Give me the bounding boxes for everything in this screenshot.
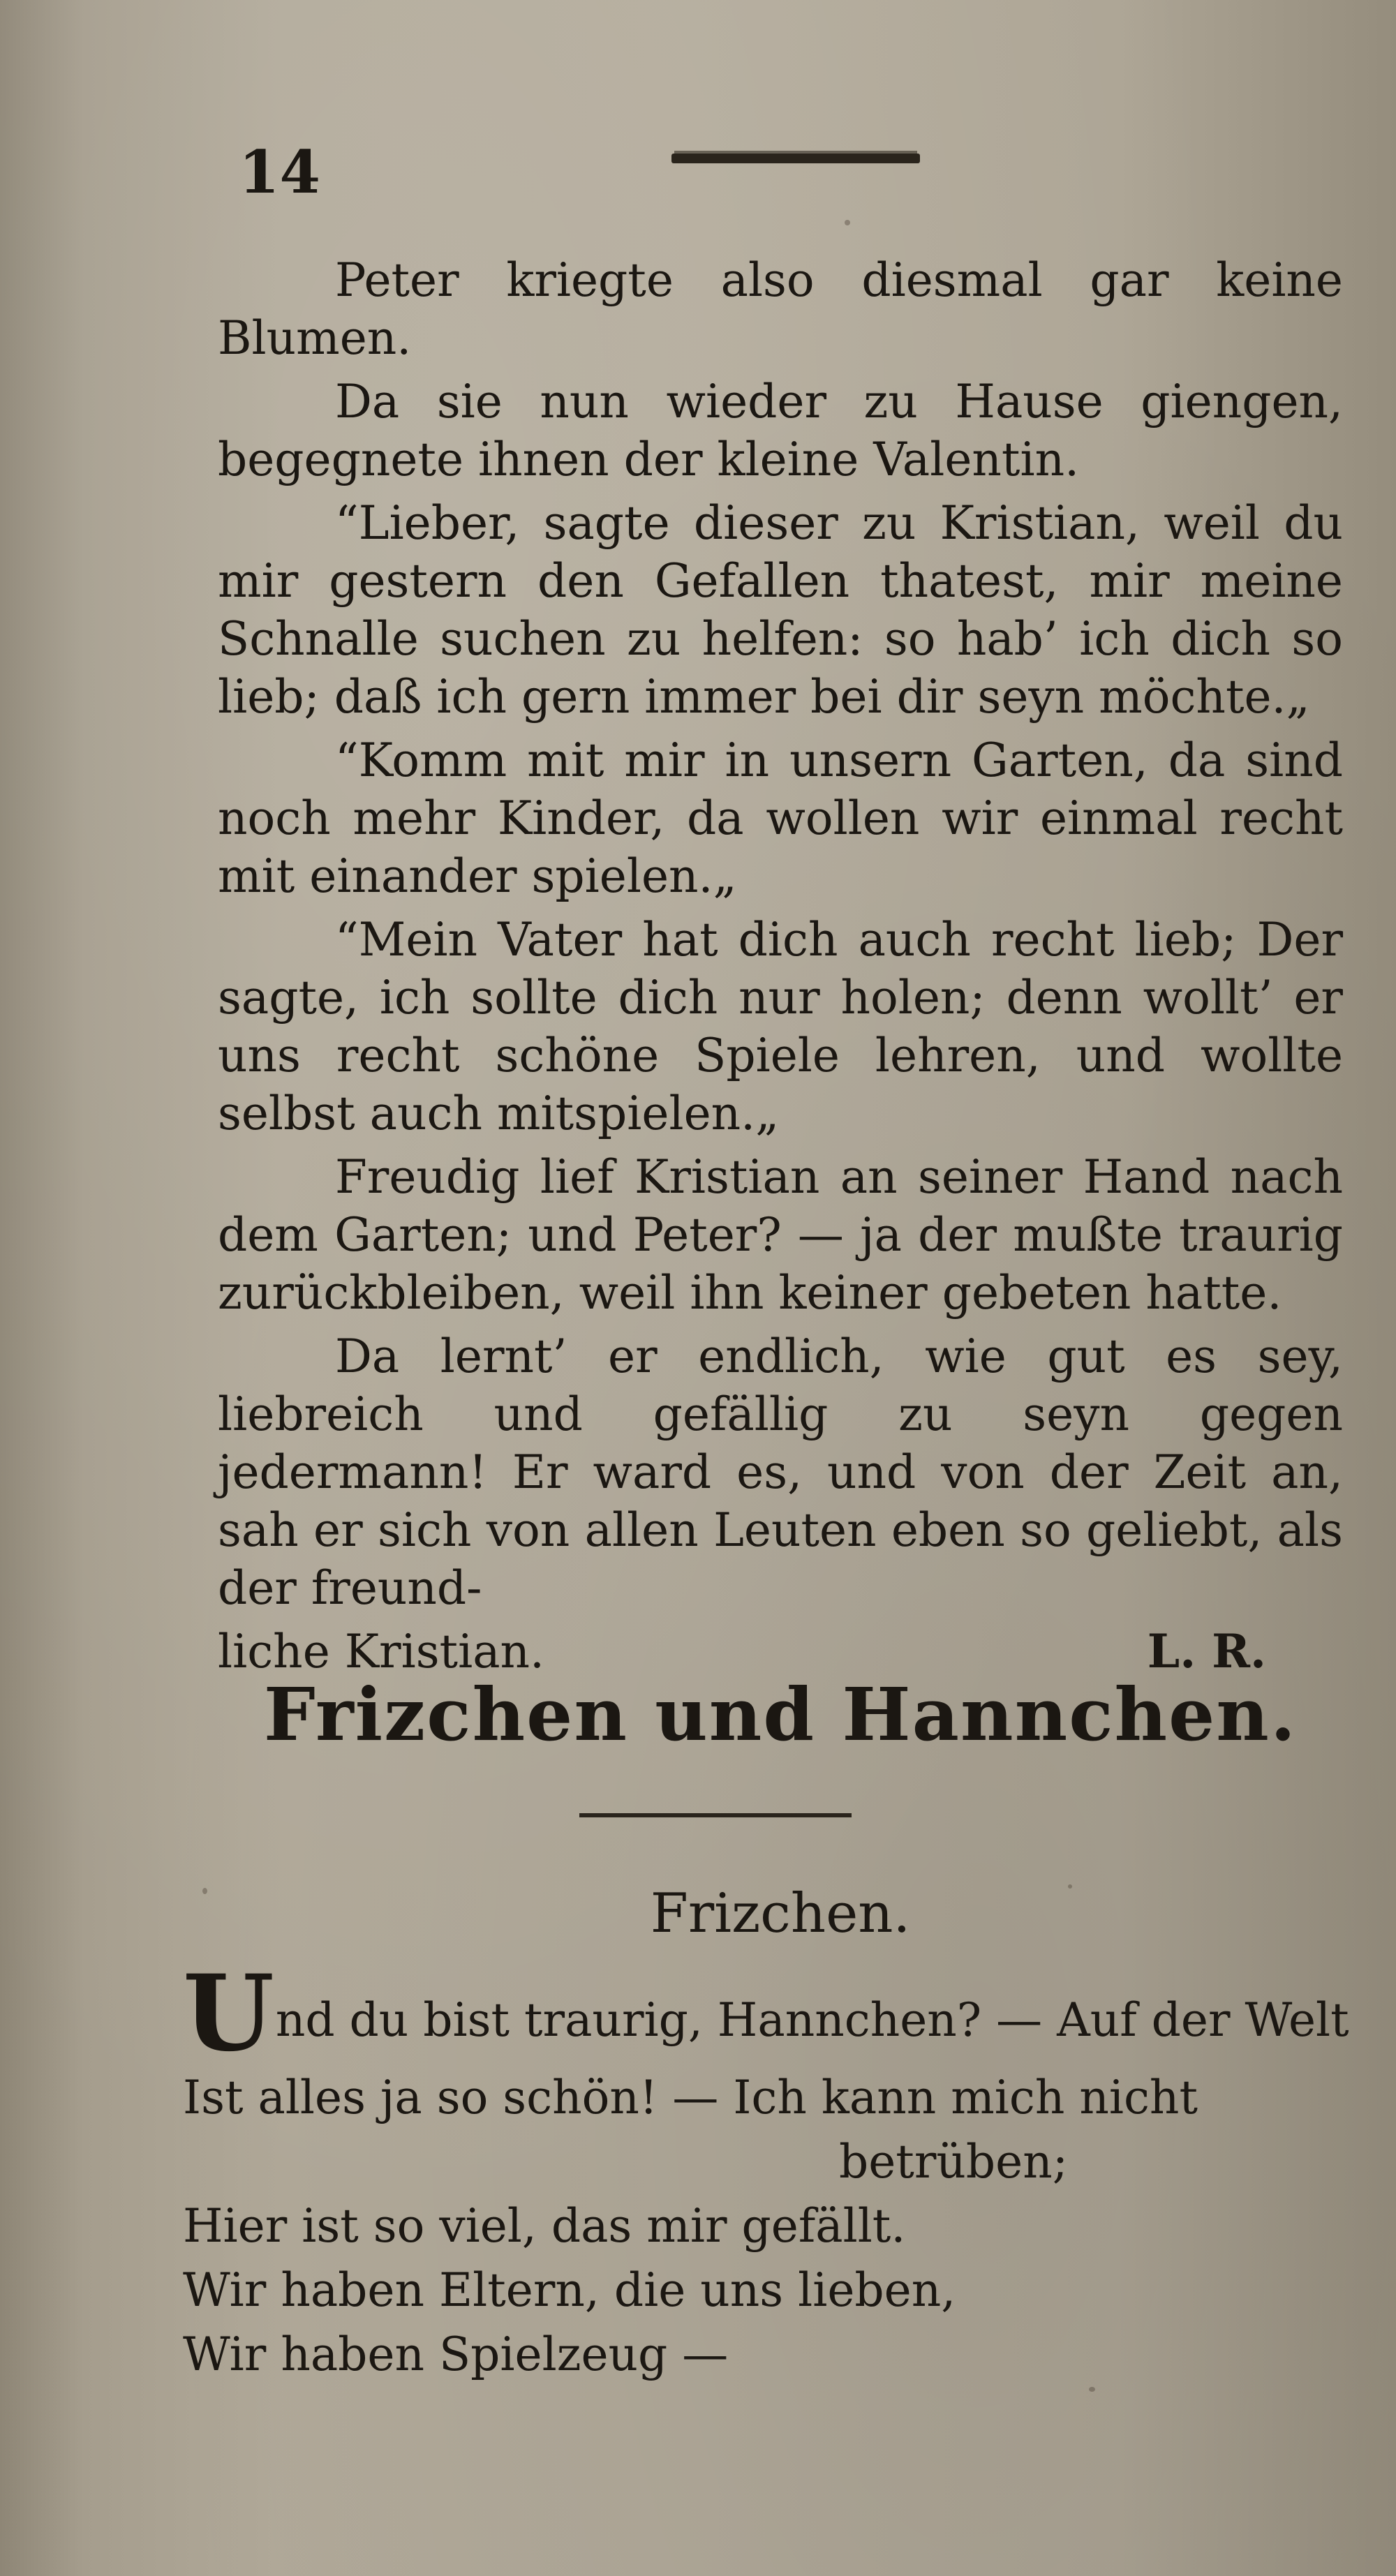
closing-text: liche Kristian. <box>218 1625 545 1678</box>
verse-line-5: Wir haben Spielzeug — <box>183 2328 729 2381</box>
author-signature: L. R. <box>1147 1624 1266 1678</box>
paragraph-3: “Lieber, sagte dieser zu Kristian, weil du mir gestern den Gefallen thatest, mir meine Schnalle suchen zu helfen: so hab’ ich dich so lieb; daß ich gern immer bei dir seyn möchte.„ <box>218 496 1343 724</box>
verse-line-2-continuation: betrüben; <box>839 2135 1068 2189</box>
drop-cap: U <box>183 1952 274 2075</box>
paragraph-7: Da lernt’ er endlich, wie gut es sey, liebreich und gefällig zu seyn gegen jedermann! Er ward es, und von der Zeit an, sah er sich von allen Leuten eben so geliebt, als der freund- <box>218 1330 1343 1615</box>
poem-verse <box>183 1952 1356 2387</box>
paragraph-1: Peter kriegte also diesmal gar keine Blumen. <box>218 253 1343 365</box>
header-ornament-rule <box>671 154 920 163</box>
story-text <box>218 251 1343 1681</box>
paragraph-2: Da sie nun wieder zu Hause giengen, begegnete ihnen der kleine Valentin. <box>218 375 1343 486</box>
paper-speck <box>1089 2387 1095 2392</box>
paragraph-5: “Mein Vater hat dich auch recht lieb; Der sagte, ich sollte dich nur holen; denn wollt’ er uns recht schöne Spiele lehren, und wollte selbst auch mitspielen.„ <box>218 913 1343 1140</box>
paragraph-6: Freudig lief Kristian an seiner Hand nach dem Garten; und Peter? — ja der mußte traurig zurückbleiben, weil ihn keiner gebeten hatte. <box>218 1150 1343 1320</box>
verse-line-1 <box>183 1952 1356 2075</box>
poem-title: Frizchen und Hannchen. <box>263 1672 1298 1757</box>
verse-line-3: Hier ist so viel, das mir gefällt. <box>183 2199 906 2253</box>
verse-line-4: Wir haben Eltern, die uns lieben, <box>183 2263 956 2317</box>
verse-line-2: Ist alles ja so schön! — Ich kann mich nicht <box>183 2071 1198 2124</box>
verse-line-1-text: nd du bist traurig, Hannchen? — Auf der Welt <box>275 1993 1349 2047</box>
page-number: 14 <box>239 137 320 207</box>
paper-speck <box>202 1888 207 1894</box>
paper-speck <box>845 220 850 225</box>
poem-speaker: Frizchen. <box>650 1882 911 1945</box>
title-divider-rule <box>579 1813 852 1817</box>
paragraph-4: “Komm mit mir in unsern Garten, da sind noch mehr Kinder, da wollen wir einmal recht mit einander spielen.„ <box>218 734 1343 903</box>
paper-speck <box>1068 1884 1072 1889</box>
